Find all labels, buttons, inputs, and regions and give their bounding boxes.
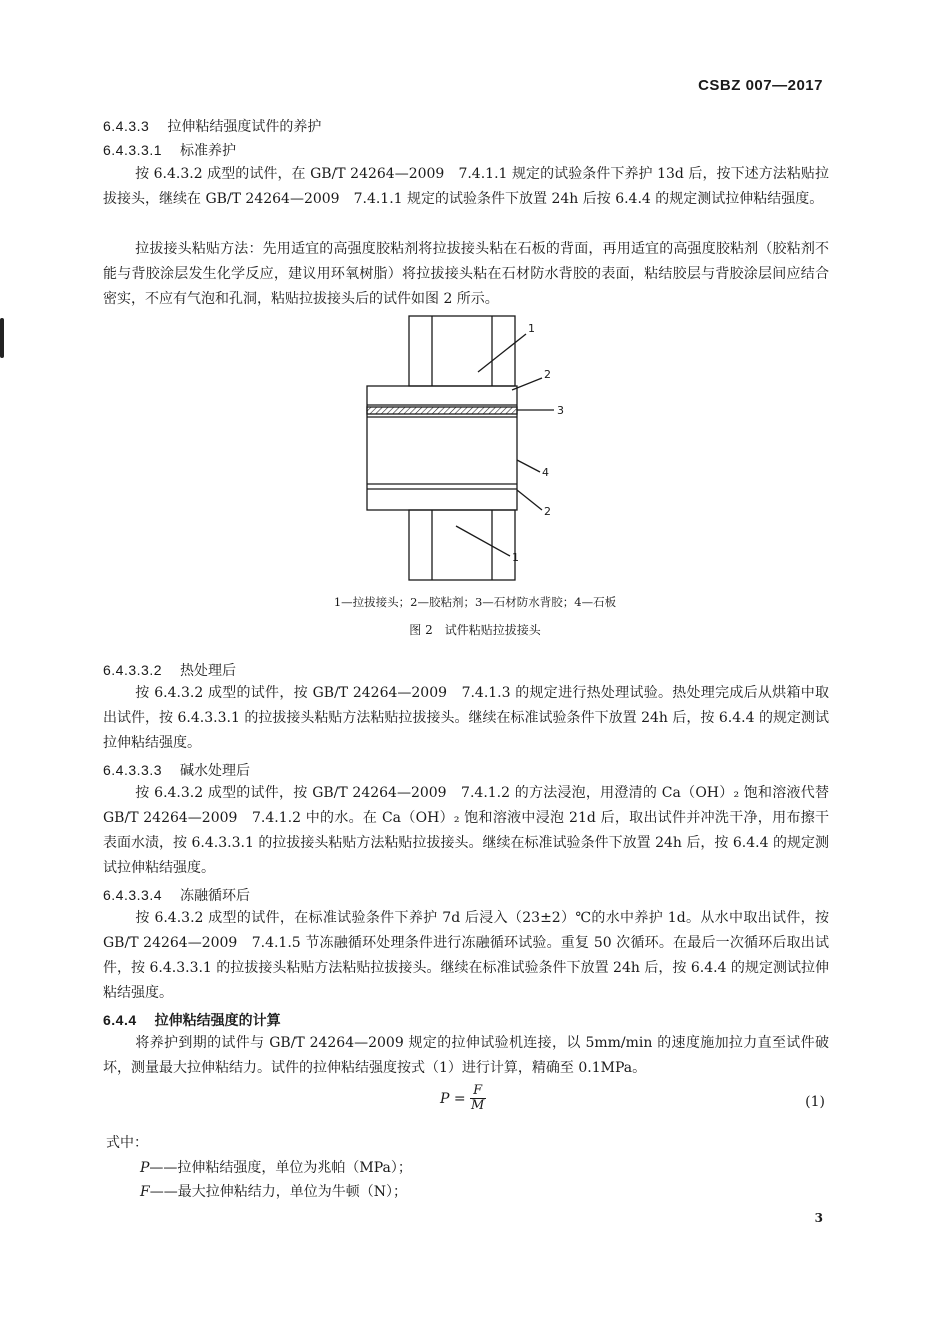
section-number: 6.4.3.3.2 [103, 662, 162, 678]
callout-4: 4 [542, 466, 549, 479]
figure-2-specimen-diagram [330, 312, 590, 594]
callout-1-bottom: 1 [512, 551, 519, 564]
equation-number: (1) [805, 1094, 825, 1110]
pull-joint-top [409, 316, 515, 386]
paragraph-heat-treatment [103, 681, 829, 756]
section-heading-6-4-4 [103, 1010, 281, 1031]
page-number: 3 [814, 1211, 823, 1225]
callout-2-bottom: 2 [544, 505, 551, 518]
formula-1 [440, 1084, 486, 1113]
formula-fraction [470, 1084, 486, 1113]
section-heading-6-4-3-3-4 [103, 885, 250, 906]
paragraph-alkali-treatment [103, 781, 829, 881]
section-title: 冻融循环后 [180, 888, 250, 904]
formula-numerator: F [473, 1083, 483, 1098]
paragraph-text: 按 6.4.3.2 成型的试件，在 GB/T 24264—2009 7.4.1.1 规定的试验条件下养护 13d 后，按下述方法粘贴拉拔接头，继续在 GB/T 24264—2009 7.4.1.1 规定的试验条件下放置 24h 后按 6.4.4 的规定测试拉伸粘结强度。 [103, 166, 829, 207]
paragraph-text: 按 6.4.3.2 成型的试件，在标准试验条件下养护 7d 后浸入（23±2）℃的水中养护 1d。从水中取出试件，按 GB/T 24264—2009 7.4.1.5 节冻融循环处理条件进行冻融循环试验。重复 50 次循环。在最后一次循环后取出试件，按 6.4.3.3.1 的拉拔接头粘贴方法粘贴拉拔接头。继续在标准试验条件下放置 24h 后，按 6.4.4 的规定测试拉伸粘结强度。 [103, 910, 829, 1001]
section-title: 拉伸粘结强度试件的养护 [167, 119, 322, 135]
section-title: 标准养护 [180, 143, 236, 159]
callout-2-top: 2 [544, 368, 551, 381]
section-heading-6-4-3-3 [103, 116, 321, 137]
paragraph-text: 拉拔接头粘贴方法：先用适宜的高强度胶粘剂将拉拔接头粘在石板的背面，再用适宜的高强度胶粘剂（胶粘剂不能与背胶涂层发生化学反应，建议用环氧树脂）将拉拔接头粘在石材防水背胶的表面，粘结胶层与背胶涂层间应结合密实，不应有气泡和孔洞，粘贴拉拔接头后的试件如图 2 所示。 [103, 241, 829, 307]
section-heading-6-4-3-3-2 [103, 660, 236, 681]
definition-text: ——拉伸粘结强度，单位为兆帕（MPa）； [149, 1160, 412, 1176]
formula-denominator: M [470, 1098, 485, 1113]
definition-P [140, 1157, 412, 1177]
paragraph-freeze-thaw [103, 906, 829, 1006]
section-number: 6.4.3.3.4 [103, 887, 162, 903]
definition-text: ——最大拉伸粘结力，单位为牛顿（N）； [149, 1184, 407, 1200]
paragraph-joint-bonding-method [103, 237, 829, 312]
paragraph-text: 按 6.4.3.2 成型的试件，按 GB/T 24264—2009 7.4.1.2 的方法浸泡，用澄清的 Ca（OH）₂ 饱和溶液代替 GB/T 24264—2009 7.4.1.2 中的水。在 Ca（OH）₂ 饱和溶液中浸泡 21d 后，取出试件并冲洗干净，用布擦干表面水渍，按 6.4.3.3.1 的拉拔接头粘贴方法粘贴拉拔接头。继续在标准试验条件下放置 24h 后，按 6.4.4 的规定测试拉伸粘结强度。 [103, 785, 829, 876]
paragraph-standard-curing [103, 162, 829, 212]
section-number: 6.4.4 [103, 1012, 137, 1028]
section-number: 6.4.3.3.1 [103, 142, 162, 158]
section-title: 碱水处理后 [180, 763, 250, 779]
callout-1-top: 1 [528, 322, 535, 335]
paragraph-text: 按 6.4.3.2 成型的试件，按 GB/T 24264—2009 7.4.1.3 的规定进行热处理试验。热处理完成后从烘箱中取出试件，按 6.4.3.3.1 的拉拔接头粘贴方法粘贴拉拔接头。继续在标准试验条件下放置 24h 后，按 6.4.4 的规定测试拉伸粘结强度。 [103, 685, 829, 751]
section-number: 6.4.3.3 [103, 118, 150, 134]
paragraph-text: 将养护到期的试件与 GB/T 24264—2009 规定的拉伸试验机连接，以 5mm/min 的速度施加拉力直至试件破坏，测量最大拉伸粘结力。试件的拉伸粘结强度按式（1）进行计算，精确至 0.1MPa。 [103, 1035, 829, 1076]
definition-F [140, 1181, 407, 1201]
section-number: 6.4.3.3.3 [103, 762, 162, 778]
section-heading-6-4-3-3-3 [103, 760, 250, 781]
section-title: 拉伸粘结强度的计算 [154, 1013, 281, 1029]
scan-edge-mark [0, 318, 4, 358]
callout-3: 3 [557, 404, 564, 417]
formula-lhs: P = [440, 1090, 466, 1107]
waterproof-backing-layer [367, 407, 517, 414]
pull-joint-bottom [409, 510, 515, 580]
section-heading-6-4-3-3-1 [103, 140, 236, 161]
where-label: 式中： [106, 1135, 148, 1151]
definition-symbol: P [140, 1160, 150, 1176]
figure-legend: 1—拉拔接头；2—胶粘剂；3—石材防水背胶；4—石板 [333, 595, 617, 609]
document-code: CSBZ 007—2017 [698, 77, 823, 94]
section-title: 热处理后 [180, 663, 236, 679]
paragraph-strength-calculation [103, 1031, 829, 1081]
definition-symbol: F [140, 1184, 150, 1200]
figure-caption: 图 2 试件粘贴拉拔接头 [409, 623, 541, 637]
